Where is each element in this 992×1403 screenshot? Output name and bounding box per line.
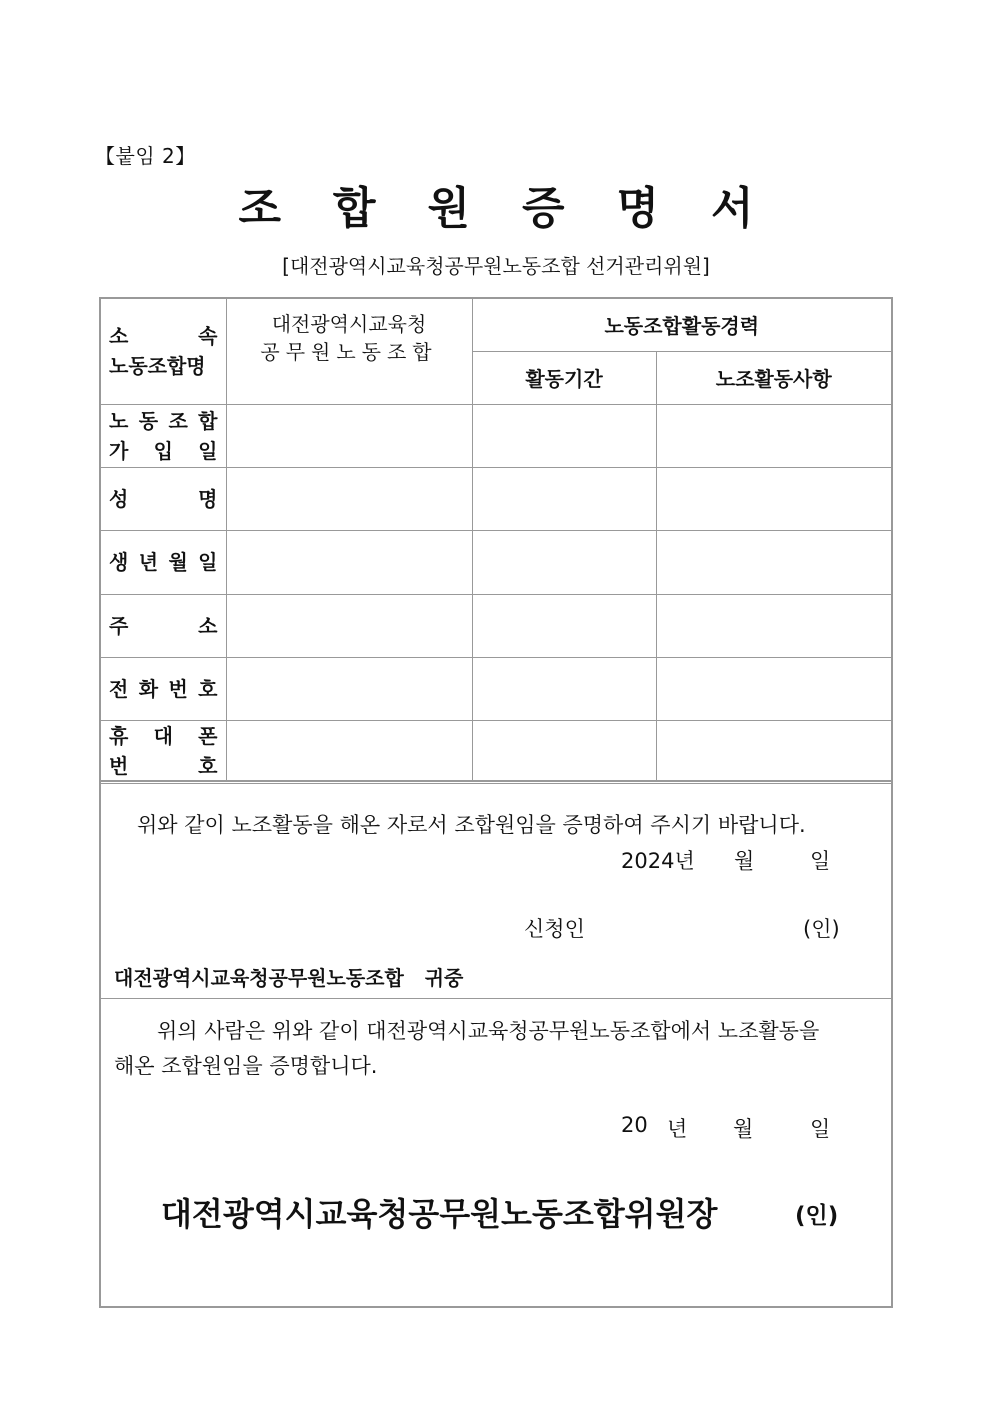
activity-field-5[interactable] [656,657,891,720]
issuer-seal: (인) [795,1203,839,1229]
certificate-form [99,297,893,1308]
cert-date-month: 월 [733,1117,754,1141]
org-value-line2: 공무원노동조합 [260,340,438,365]
period-field-5[interactable] [472,657,656,720]
applicant-seal: (인) [803,917,840,941]
attachment-label: 【붙임 2】 [95,144,196,168]
activity-field-1[interactable] [656,404,891,467]
member-info-table [101,299,891,782]
activity-field-3[interactable] [656,530,891,594]
request-date-year: 2024년 [621,849,695,873]
org-label-line1: 소 속 [109,324,218,349]
applicant-label: 신청인 [524,917,585,941]
period-field-6[interactable] [472,720,656,781]
period-header: 활동기간 [472,351,656,404]
birth-date-label: 생 년 월 일 [101,530,226,594]
double-divider [101,780,891,784]
activity-field-2[interactable] [656,467,891,530]
org-value-line1: 대전광역시교육청 [271,312,427,337]
period-field-2[interactable] [472,467,656,530]
cert-date-day: 일 [810,1117,831,1141]
section-divider [101,998,891,999]
org-label-cell [101,299,226,404]
address-label: 주 소 [101,594,226,657]
activity-field-4[interactable] [656,594,891,657]
document-subtitle: [대전광역시교육청공무원노동조합 선거관리위원] [282,254,710,278]
phone-field[interactable] [226,657,472,720]
cert-date-year: 년 [667,1117,688,1141]
request-date-month: 월 [734,849,755,873]
period-field-1[interactable] [472,404,656,467]
activity-field-6[interactable] [656,720,891,781]
career-header: 노동조합활동경력 [472,299,891,351]
recipient: 대전광역시교육청공무원노동조합 귀중 [114,966,464,990]
birth-date-field[interactable] [226,530,472,594]
activity-header: 노조활동사항 [656,351,891,404]
join-date-label: 노 동 조 합 가 입 일 [101,404,226,467]
document-title: 조합원증명서 [238,183,806,234]
join-date-field[interactable] [226,404,472,467]
org-label-line2: 노동조합명 [109,354,206,379]
mobile-field[interactable] [226,720,472,781]
address-field[interactable] [226,594,472,657]
name-field[interactable] [226,467,472,530]
mobile-label: 휴 대 폰 번 호 [101,720,226,781]
certification-line1: 위의 사람은 위와 같이 대전광역시교육청공무원노동조합에서 노조활동을 [157,1019,820,1043]
certification-line2: 해온 조합원임을 증명합니다. [114,1054,378,1078]
period-field-4[interactable] [472,594,656,657]
org-value-cell [226,299,472,404]
name-label: 성 명 [101,467,226,530]
request-date-day: 일 [810,849,831,873]
issuer-name: 대전광역시교육청공무원노동조합위원장 [161,1195,718,1233]
period-field-3[interactable] [472,530,656,594]
request-statement: 위와 같이 노조활동을 해온 자로서 조합원임을 증명하여 주시기 바랍니다. [137,813,806,837]
phone-label: 전 화 번 호 [101,657,226,720]
cert-date-year-prefix: 20 [621,1113,648,1137]
